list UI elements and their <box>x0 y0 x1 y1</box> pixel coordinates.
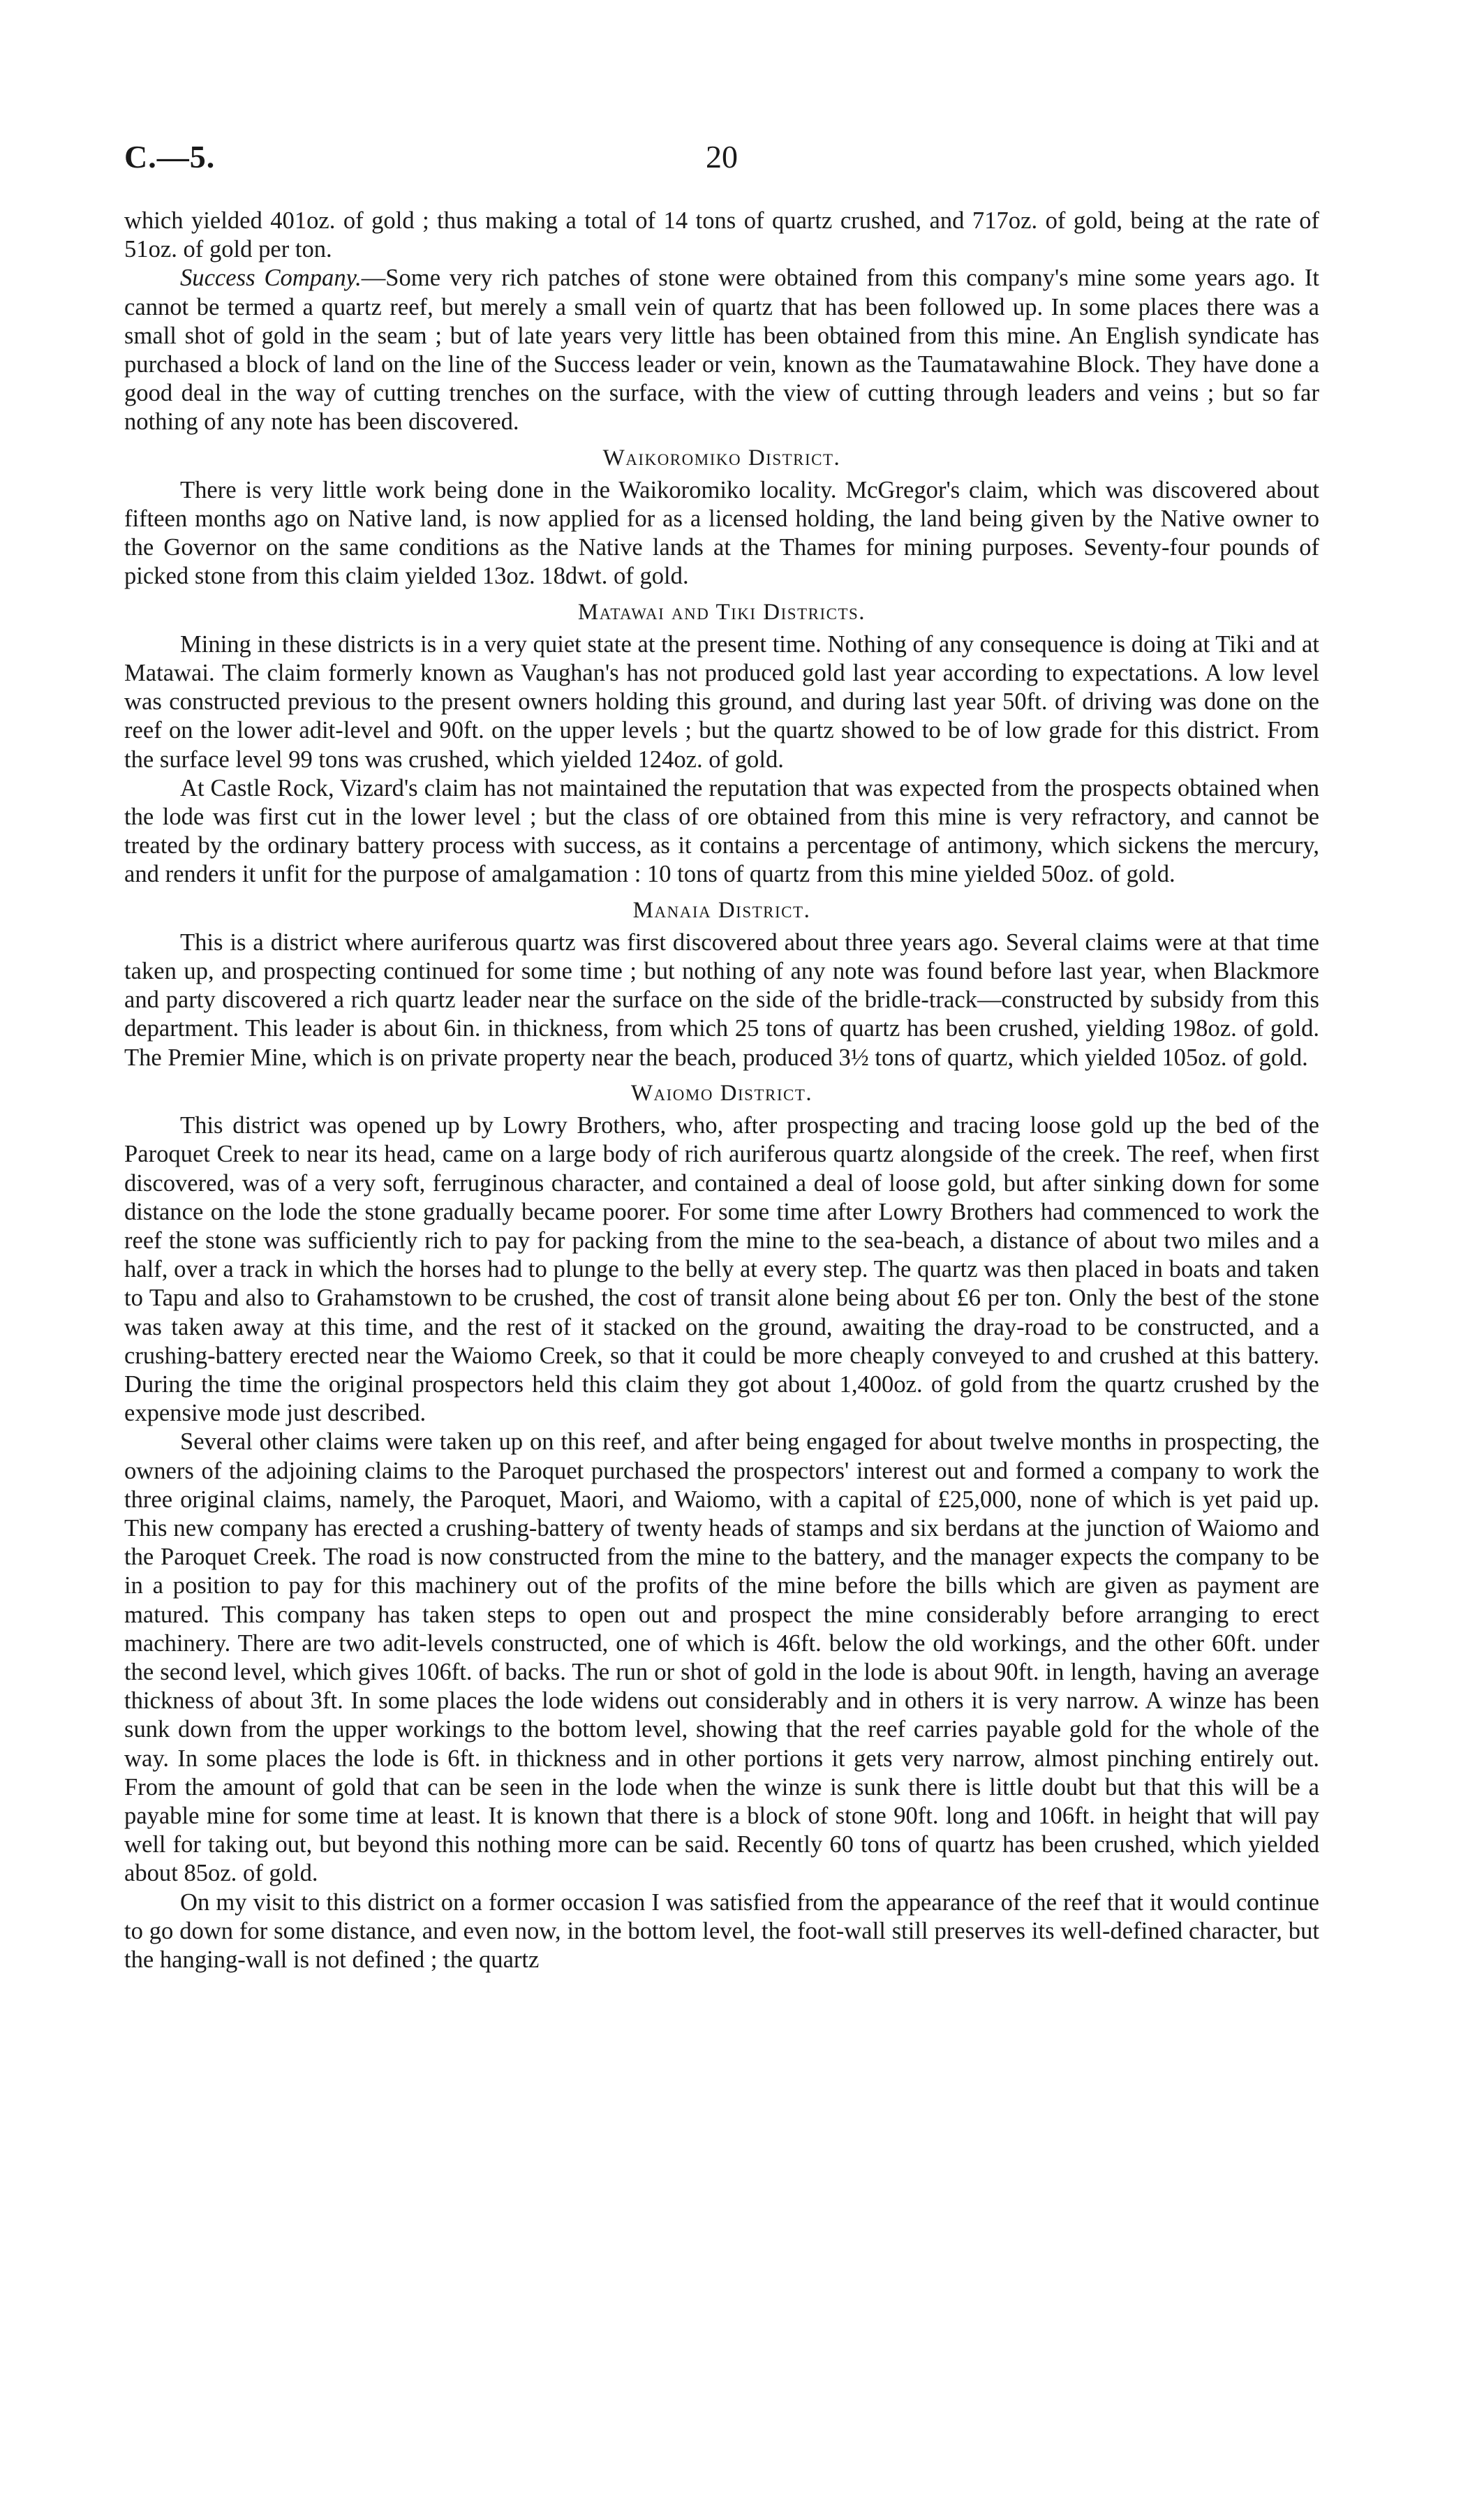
paragraph: There is very little work being done in the Waikoromiko locality. McGregor's claim, which was discovered about fifteen months ago on Native land, is now applied for as a licensed holding, the land being given by the Native owner to the Governor on the same conditions as the Native lands at the Thames for mining purposes. Seventy-four pounds of picked stone from this claim yielded 13oz. 18dwt. of gold. <box>124 476 1319 590</box>
section-heading-manaia: Manaia District. <box>632 897 811 923</box>
paragraph: At Castle Rock, Vizard's claim has not maintained the reputation that was expected from the prospects obtained when the lode was first cut in the lower level ; but the class of ore obtained from this mine is very refractory, and cannot be treated by the ordinary battery process with success, as it contains a percentage of antimony, which sickens the mercury, and renders it unfit for the purpose of amalgamation : 10 tons of quartz from this mine yielded 50oz. of gold. <box>124 774 1319 888</box>
paragraph: On my visit to this district on a former occasion I was satisfied from the appearance of the reef that it would continue to go down for some distance, and even now, in the bottom level, the foot-wall still preserves its well-defined character, but the hanging-wall is not defined ; the quartz <box>124 1888 1319 1973</box>
success-company-label: Success Company. <box>180 265 362 292</box>
paragraph: This district was opened up by Lowry Brothers, who, after prospecting and tracing loose gold up the bed of the Paroquet Creek to near its head, came on a large body of rich auriferous quartz alongside of the creek. The reef, when first discovered, was of a very soft, ferruginous character, and contained a deal of loose gold, but after sinking down for some distance on the lode the stone gradually became poorer. For some time after Lowry Brothers had commenced to work the reef the stone was sufficiently rich to pay for packing from the mine to the sea-beach, a distance of about two miles and a half, over a track in which the horses had to plunge to the belly at every step. The quartz was then placed in boats and taken to Tapu and also to Grahamstown to be crushed, the cost of transit alone being about £6 per ton. Only the best of the stone was taken away at this time, and the rest of it stacked on the ground, awaiting the dray-road to be constructed, and a crushing-battery erected near the Waiomo Creek, so that it could be more cheaply conveyed to and crushed at this battery. During the time the original prospectors held this claim they got about 1,400oz. of gold from the quartz crushed by the expensive mode just described. <box>124 1112 1319 1427</box>
section-heading-matawai-tiki: Matawai and Tiki Districts. <box>577 599 866 625</box>
paragraph: This is a district where auriferous quartz was first discovered about three years ago. Several claims were at that time taken up, and prospecting continued for some time ; but nothing of any note was found before last year, when Blackmore and party discovered a rich quartz leader near the surface on the side of the bridle-track—constructed by subsidy from this department. This leader is about 6in. in thickness, from which 25 tons of quartz has been crushed, yielding 198oz. of gold. The Premier Mine, which is on private property near the beach, produced 3½ tons of quartz, which yielded 105oz. of gold. <box>124 929 1319 1071</box>
page-number: 20 <box>706 139 738 175</box>
page-header <box>124 138 1319 187</box>
section-heading-waikoromiko: Waikoromiko District. <box>602 445 841 471</box>
paper-reference: C.—5. <box>124 139 216 175</box>
success-company-text: —Some very rich patches of stone were obtained from this company's mine some years ago. It cannot be termed a quartz reef, but merely a small vein of quartz that has been followed up. In some places there was a small shot of gold in the seam ; but of late years very little has been obtained from this mine. An English syndicate has purchased a block of land on the line of the Success leader or vein, known as the Taumatawahine Block. They have done a good deal in the way of cutting trenches on the surface, with the view of cutting through leaders and veins ; but so far nothing of any note has been discovered. <box>124 265 1319 436</box>
body-text <box>124 207 1319 1974</box>
paragraph-continuation: which yielded 401oz. of gold ; thus making a total of 14 tons of quartz crushed, and 717oz. of gold, being at the rate of 51oz. of gold per ton. <box>124 207 1319 263</box>
paragraph: Mining in these districts is in a very quiet state at the present time. Nothing of any consequence is doing at Tiki and at Matawai. The claim formerly known as Vaughan's has not produced gold last year according to expectations. A low level was constructed previous to the present owners holding this ground, and during last year 50ft. of driving was done on the reef on the lower adit-level and 90ft. on the upper levels ; but the quartz showed to be of low grade for this district. From the surface level 99 tons was crushed, which yielded 124oz. of gold. <box>124 630 1319 773</box>
paragraph-success-company <box>124 264 1319 436</box>
paragraph: Several other claims were taken up on this reef, and after being engaged for about twelve months in prospecting, the owners of the adjoining claims to the Paroquet purchased the prospectors' interest out and formed a company to work the three original claims, namely, the Paroquet, Maori, and Waiomo, with a capital of £25,000, none of which is yet paid up. This new company has erected a crushing-battery of twenty heads of stamps and six berdans at the junction of Waiomo and the Paroquet Creek. The road is now constructed from the mine to the battery, and the manager expects the company to be in a position to pay for this machinery out of the profits of the mine before the bills which are given as payment are matured. This company has taken steps to open out and prospect the mine considerably before arranging to erect machinery. There are two adit-levels constructed, one of which is 46ft. below the old workings, and the other 60ft. under the second level, which gives 106ft. of backs. The run or shot of gold in the lode is about 90ft. in length, having an average thickness of about 3ft. In some places the lode widens out considerably and in others it is very narrow. A winze has been sunk down from the upper workings to the bottom level, showing that the reef carries payable gold for the whole of the way. In some places the lode is 6ft. in thickness and in other portions it gets very narrow, almost pinching entirely out. From the amount of gold that can be seen in the lode when the winze is sunk there is little doubt but that this will be a payable mine for some time at least. It is known that there is a block of stone 90ft. long and 106ft. in height that will pay well for taking out, but beyond this nothing more can be said. Recently 60 tons of quartz has been crushed, which yielded about 85oz. of gold. <box>124 1428 1319 1887</box>
section-heading-waiomo: Waiomo District. <box>630 1080 813 1106</box>
